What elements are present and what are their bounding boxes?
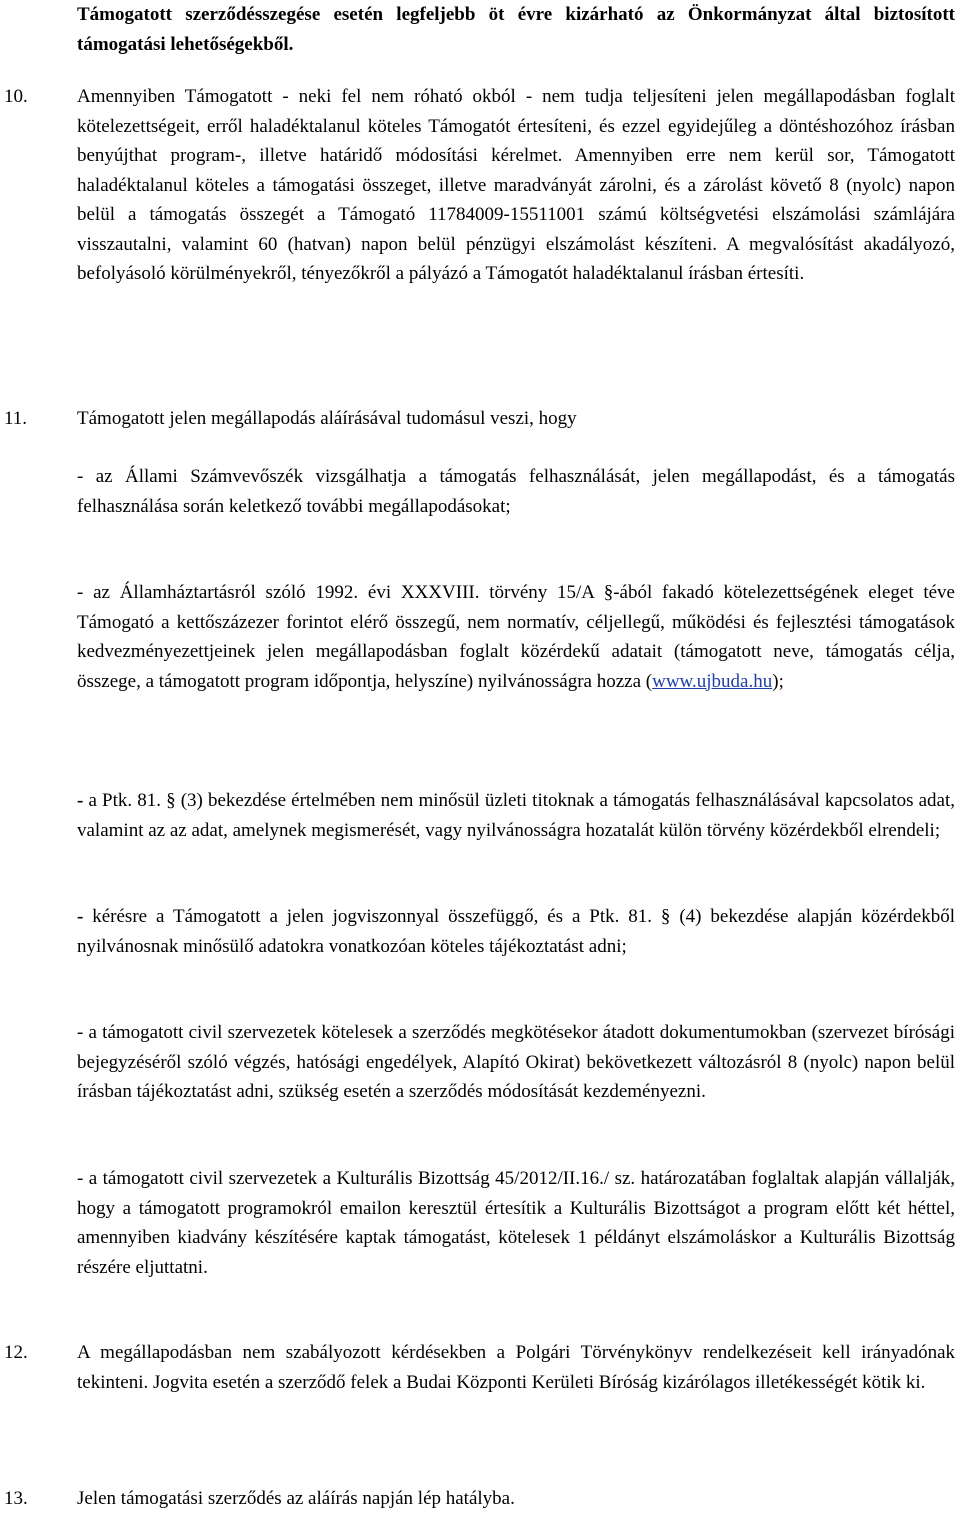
- ujbuda-link[interactable]: www.ujbuda.hu: [652, 670, 773, 692]
- section-number: 10.: [4, 86, 28, 107]
- list-item-text: - az Államháztartásról szóló 1992. évi XXXVIII. törvény 15/A §-ából fakadó kötelezettségének eleget téve Támogató a kettőszázezer forintot elérő összegű, nem normatív, céljellegű, működési és fejlesztési támogatások kedvezményezettjeinek jelen megállapodásban foglalt közérdekű adatait (támogatott neve, támogatás célja, összege, a támogatott program időpontja, helyszíne) nyilvánosságra hozza (: [77, 582, 955, 692]
- list-item-civil-changes: - a támogatott civil szervezetek kötelesek a szerződés megkötésekor átadott dokumentumokban (szervezet bírósági bejegyzéséről szóló végzés, hatósági engedélyek, Alapító Okirat) bekövetkezett változásról 8 (nyolc) napon belül írásban tájékoztatást adni, szükség esetén a szerződés módosítását kezdeményezni.: [77, 1022, 955, 1102]
- list-item-text-end: );: [772, 670, 784, 692]
- list-item-text: kérésre a Támogatott a jelen jogviszonnyal összefüggő, és a Ptk. 81. § (4) bekezdése alapján közérdekből nyilvánosnak minősülő adatokra vonatkozóan köteles tájékoztatást adni;: [77, 906, 956, 957]
- list-item-asz: - az Állami Számvevőszék vizsgálhatja a támogatás felhasználását, jelen megállapodást, és a támogatás felhasználása során keletkező további megállapodásokat;: [77, 466, 955, 517]
- section-lead: Támogatott jelen megállapodás aláírásával tudomásul veszi, hogy: [77, 408, 577, 429]
- list-item-text: a Ptk. 81. § (3) bekezdése értelmében nem minősül üzleti titoknak a támogatás felhasználásával kapcsolatos adat, valamint az az adat, amelynek megismerését, vagy nyilvánosságra hozatalát külön törvény közérdekből elrendeli;: [77, 790, 956, 841]
- section-text: A megállapodásban nem szabályozott kérdésekben a Polgári Törvénykönyv rendelkezéseit kell irányadónak tekinteni. Jogvita esetén a szerződő felek a Budai Központi Kerületi Bíróság kizárólagos illetékességét kötik ki.: [77, 1342, 955, 1393]
- section-text: Amennyiben Támogatott - neki fel nem róható okból - nem tudja teljesíteni jelen megállapodásban foglalt kötelezettségeit, erről haladéktalanul köteles Támogatót értesíteni, és ezzel egyidejűleg a döntéshozóhoz írásban benyújthat program-, illetve határidő módosítási kérelmet. Amennyiben erre nem kerül sor, Támogatott haladéktalanul köteles a támogatási összeget, illetve maradványát zárolni, és a zárolást követő 8 (nyolc) napon belül a támogatás összegét a Támogató 11784009-15511001 számú költségvetési elszámolási számlájára visszautalni, valamint 60 (hatvan) napon belül pénzügyi elszámolást készíteni. A megvalósítást akadályozó, befolyásoló körülményekről, tényezőkről a pályázó a Támogatót haladéktalanul írásban értesíti.: [77, 86, 955, 284]
- section-number: 11.: [4, 408, 28, 429]
- intro-paragraph: Támogatott szerződésszegése esetén legfeljebb öt évre kizárható az Önkormányzat által biztosított támogatási lehetőségekből.: [77, 4, 955, 55]
- section-text: Jelen támogatási szerződés az aláírás napján lép hatályba.: [77, 1488, 515, 1509]
- section-number: 12.: [4, 1342, 28, 1363]
- list-item-aht: [77, 578, 955, 696]
- list-dash: -: [77, 906, 93, 927]
- list-dash: -: [77, 790, 89, 811]
- list-item-ptk-4: [77, 902, 955, 961]
- section-number: 13.: [4, 1488, 28, 1509]
- list-item-civil-committee: - a támogatott civil szervezetek a Kulturális Bizottság 45/2012/II.16./ sz. határozatában foglaltak alapján vállalják, hogy a támogatott programokról emailon keresztül értesítik a Kulturális Bizottságot a program előtt két héttel, amennyiben kiadvány készítésére kaptak támogatást, kötelesek 1 példányt elszámoláskor a Kulturális Bizottság részére eljuttatni.: [77, 1168, 955, 1278]
- list-item-ptk-3: [77, 786, 955, 845]
